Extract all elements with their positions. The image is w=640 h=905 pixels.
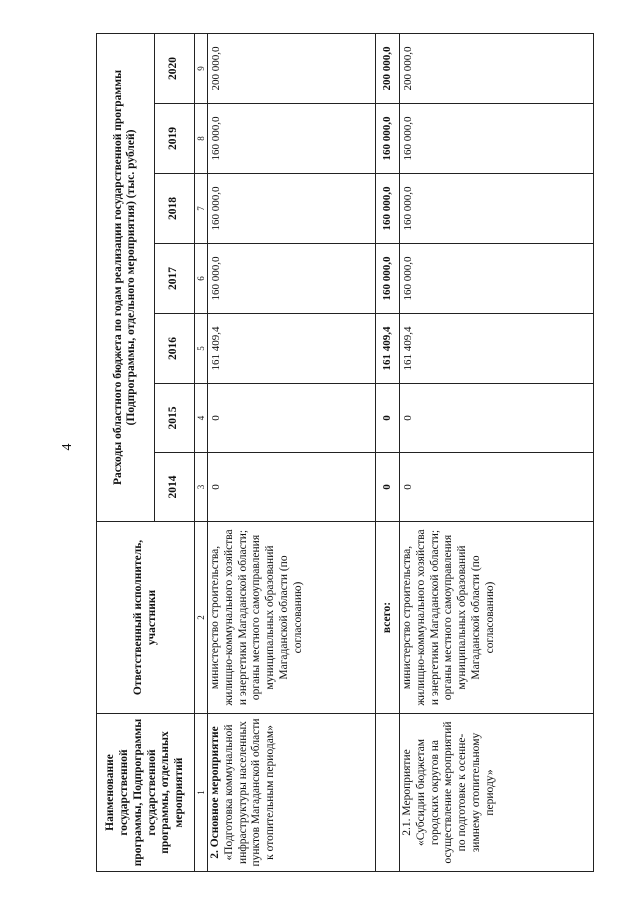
header-year: 2017 [154, 244, 194, 314]
header-name: Наименование государственной программы, Подпрограммы государственной программы, отдельных мероприятий [97, 714, 195, 872]
page-number: 4 [60, 443, 75, 451]
value-cell: 161 409,4 [208, 314, 376, 384]
table-row-main-event [208, 33, 376, 871]
total-value-cell: 160 000,0 [376, 244, 400, 314]
total-value-cell: 160 000,0 [376, 104, 400, 174]
value-cell: 200 000,0 [400, 33, 594, 103]
header-year: 2016 [154, 314, 194, 384]
column-number: 5 [195, 314, 208, 384]
row-total-label: всего: [376, 522, 400, 714]
value-cell: 0 [400, 384, 594, 453]
column-number: 1 [195, 714, 208, 872]
column-number: 7 [195, 174, 208, 244]
column-number: 4 [195, 384, 208, 453]
column-number: 3 [195, 453, 208, 522]
row-title: 2. Основное мероприятие [209, 726, 221, 859]
total-value-cell: 160 000,0 [376, 174, 400, 244]
total-value-cell: 200 000,0 [376, 33, 400, 103]
row-name-cell [400, 714, 594, 872]
header-year: 2018 [154, 174, 194, 244]
value-cell: 0 [208, 384, 376, 453]
value-cell: 0 [400, 453, 594, 522]
table-row-sub-event [400, 33, 594, 871]
column-number: 9 [195, 33, 208, 103]
value-cell: 0 [208, 453, 376, 522]
row-executor: министерство строительства, жилищно-коммунального хозяйства и энергетики Магаданской области; органы местного самоуправления муниципальных образований Магаданской области (по согласованию) [208, 522, 376, 714]
row-description: «Субсидии бюджетам городских округов на осуществление мероприятий по подготовке к осенне-зимнему отопительному периоду» [414, 721, 496, 864]
rotated-table-page [96, 34, 620, 872]
value-cell: 160 000,0 [400, 174, 594, 244]
header-budget: Расходы областного бюджета по годам реализации государственной программы (Подпрограммы, отдельного мероприятия) (тыс. рублей) [97, 33, 155, 521]
table-row-total [376, 33, 400, 871]
row-description: «Подготовка коммунальной инфраструктуры населенных пунктов Магаданской области к отопительным периодам» [222, 718, 277, 867]
value-cell: 160 000,0 [400, 244, 594, 314]
budget-table [96, 33, 594, 872]
header-year: 2014 [154, 453, 194, 522]
column-number-row [195, 33, 208, 871]
value-cell: 160 000,0 [208, 244, 376, 314]
total-value-cell: 161 409,4 [376, 314, 400, 384]
column-number: 2 [195, 522, 208, 714]
column-number: 6 [195, 244, 208, 314]
row-name-cell [376, 714, 400, 872]
header-year: 2020 [154, 33, 194, 103]
total-value-cell: 0 [376, 453, 400, 522]
row-title: 2.1. Мероприятие [401, 749, 413, 836]
value-cell: 200 000,0 [208, 33, 376, 103]
header-year: 2015 [154, 384, 194, 453]
value-cell: 161 409,4 [400, 314, 594, 384]
row-name-cell [208, 714, 376, 872]
value-cell: 160 000,0 [400, 104, 594, 174]
value-cell: 160 000,0 [208, 174, 376, 244]
value-cell: 160 000,0 [208, 104, 376, 174]
header-year: 2019 [154, 104, 194, 174]
column-number: 8 [195, 104, 208, 174]
row-executor: министерство строительства, жилищно-коммунального хозяйства и энергетики Магаданской области; органы местного самоуправления муниципальных образований Магаданской области (по согласованию) [400, 522, 594, 714]
total-value-cell: 0 [376, 384, 400, 453]
header-executor: Ответственный исполнитель, участники [97, 522, 195, 714]
